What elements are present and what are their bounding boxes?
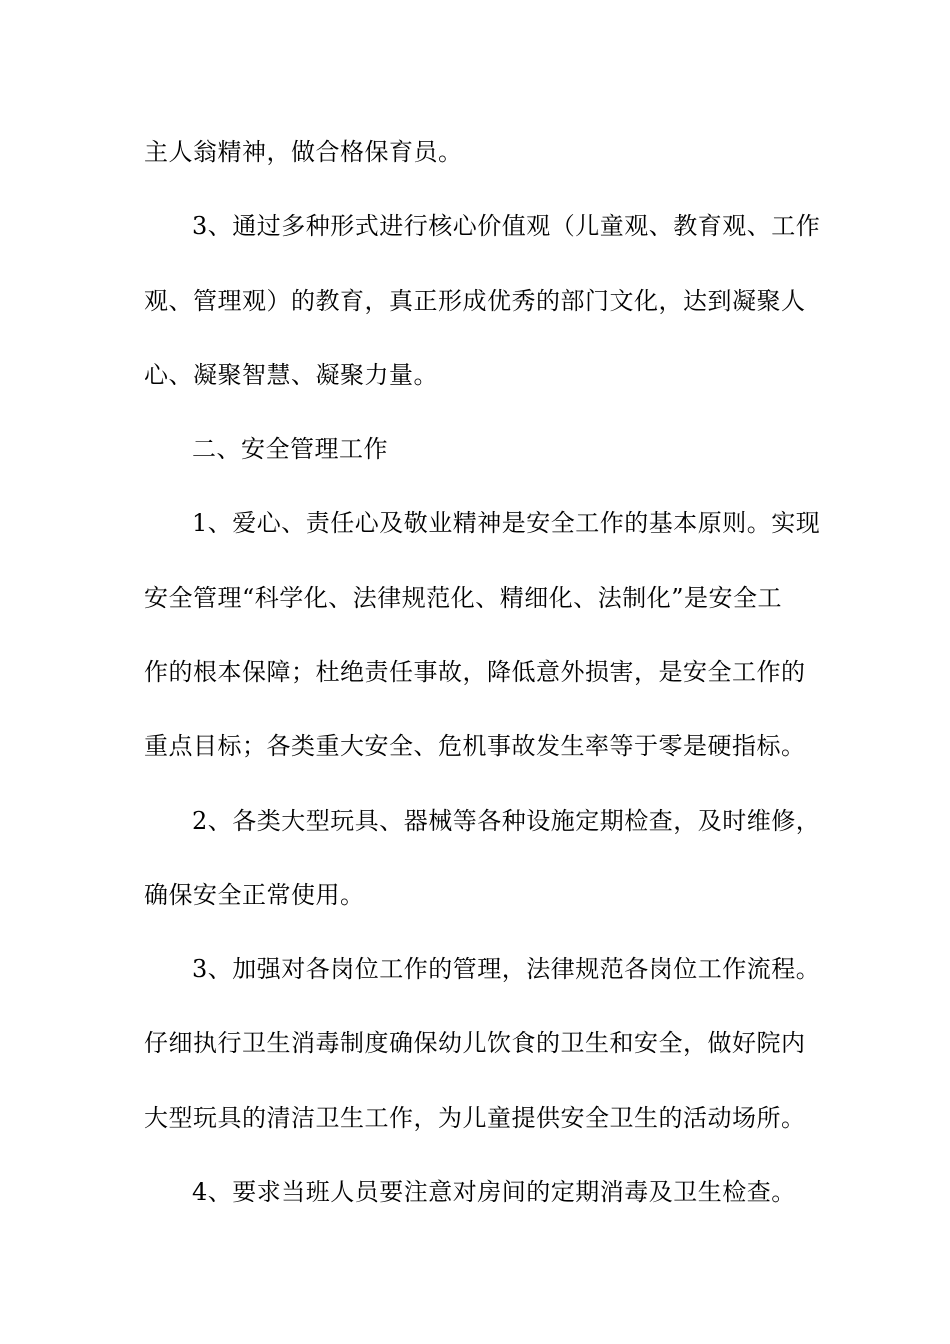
paragraph-line-item-2: 2、各类大型玩具、器械等各种设施定期检查，及时维修， bbox=[192, 807, 821, 835]
text-line: 作的根本保障；杜绝责任事故，降低意外损害，是安全工作的 bbox=[144, 658, 806, 686]
text-line: 主人翁精神，做合格保育员。 bbox=[144, 138, 463, 166]
text-line: 观、管理观）的教育，真正形成优秀的部门文化，达到凝聚人 bbox=[144, 287, 806, 315]
paragraph-line-item-3: 3、通过多种形式进行核心价值观（儿童观、教育观、工作 bbox=[192, 212, 821, 240]
paragraph-line-item-4: 4、要求当班人员要注意对房间的定期消毒及卫生检查。 bbox=[192, 1178, 796, 1206]
text-line: 确保安全正常使用。 bbox=[144, 881, 365, 909]
text-line: 心、凝聚智慧、凝聚力量。 bbox=[144, 361, 438, 389]
text-line: 仔细执行卫生消毒制度确保幼儿饮食的卫生和安全，做好院内 bbox=[144, 1029, 806, 1057]
paragraph-line-item-1: 1、爱心、责任心及敬业精神是安全工作的基本原则。实现 bbox=[192, 509, 821, 537]
text-line: 安全管理“科学化、法律规范化、精细化、法制化”是安全工 bbox=[144, 584, 783, 612]
section-heading: 二、安全管理工作 bbox=[192, 435, 388, 463]
paragraph-line-item-3b: 3、加强对各岗位工作的管理，法律规范各岗位工作流程。 bbox=[192, 955, 821, 983]
text-line: 大型玩具的清洁卫生工作，为儿童提供安全卫生的活动场所。 bbox=[144, 1104, 806, 1132]
text-line: 重点目标；各类重大安全、危机事故发生率等于零是硬指标。 bbox=[144, 732, 806, 760]
